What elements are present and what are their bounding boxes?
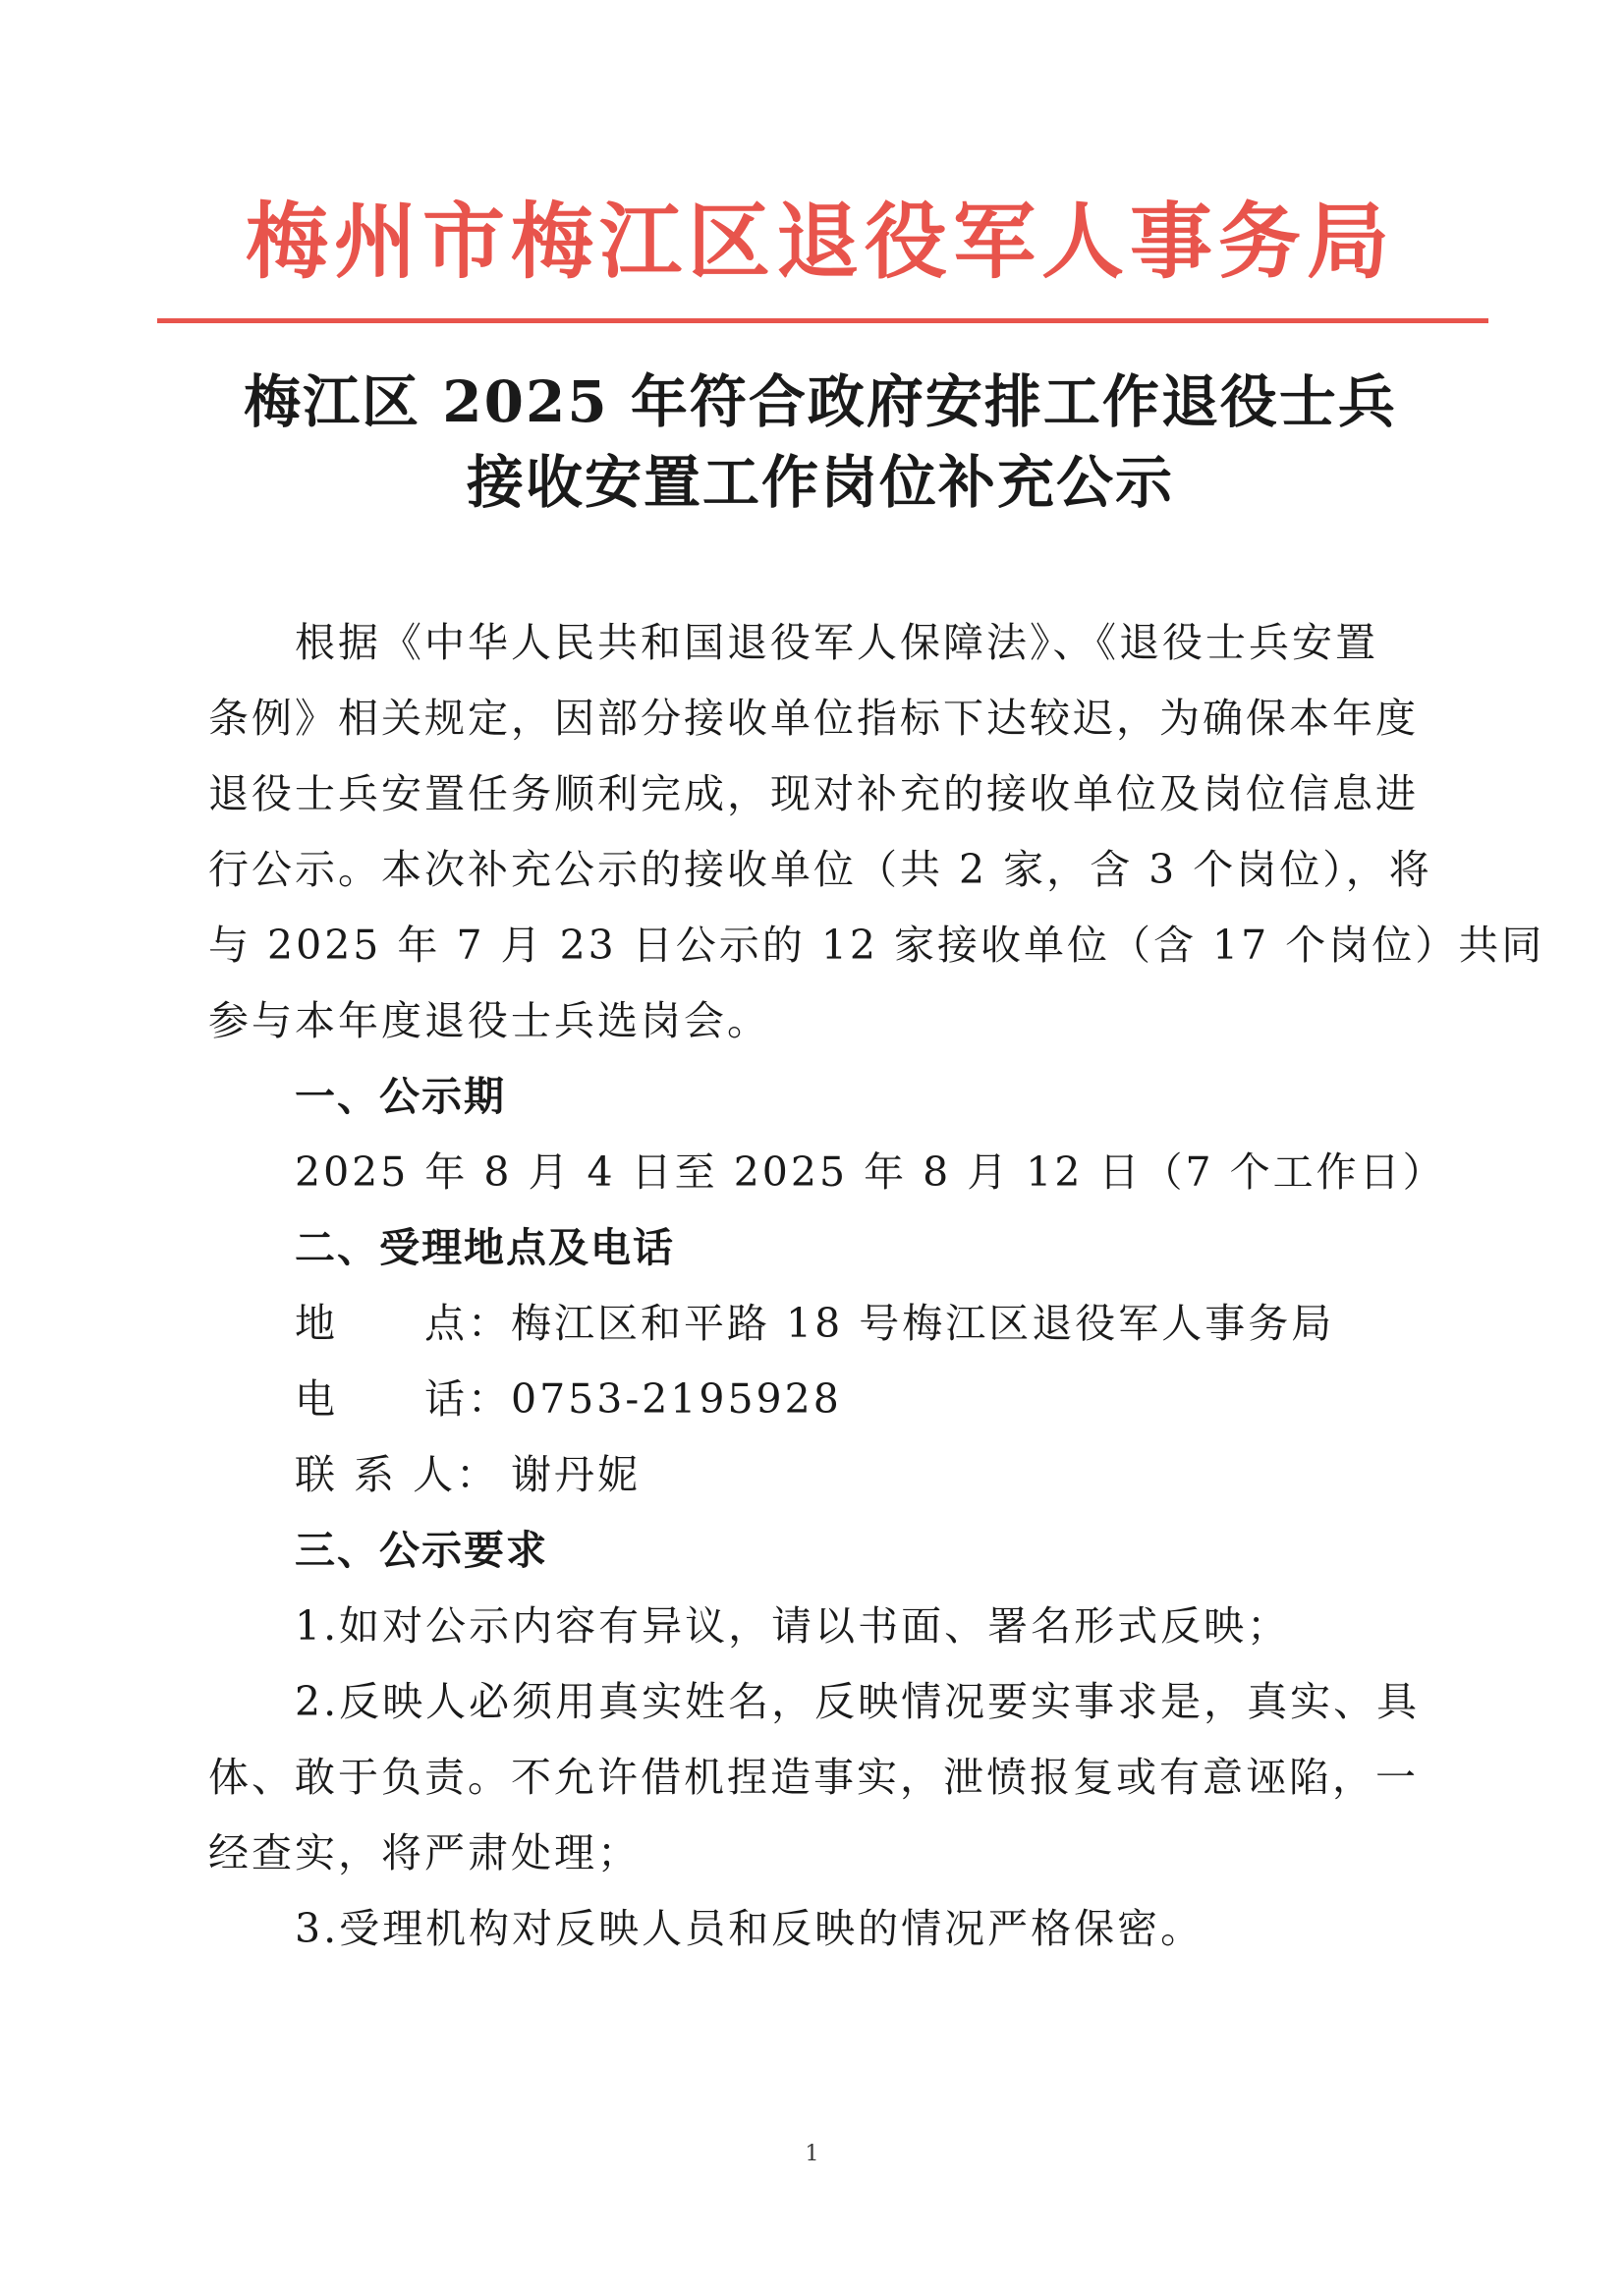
- publicity-period-text: 2025 年 8 月 4 日至 2025 年 8 月 12 日（7 个工作日）: [295, 1148, 1446, 1196]
- page-number: 1: [805, 2142, 819, 2166]
- intro-line: 与 2025 年 7 月 23 日公示的 12 家接收单位（含 17 个岗位）共同: [208, 922, 1545, 969]
- contact-row: [295, 1447, 641, 1502]
- intro-line: 退役士兵安置任务顺利完成，现对补充的接收单位及岗位信息进: [208, 770, 1419, 817]
- requirement-line: 体、敢于负责。不允许借机捏造事实，泄愤报复或有意诬陷，一: [208, 1754, 1419, 1801]
- section-heading-requirements: 三、公示要求: [295, 1527, 548, 1574]
- document-title-line-1: 梅江区 2025 年符合政府安排工作退役士兵: [244, 368, 1397, 435]
- requirement-line: 经查实，将严肃处理；: [208, 1829, 641, 1876]
- address-row: [295, 1296, 1334, 1351]
- document-title-line-2: 接收安置工作岗位补充公示: [466, 449, 1174, 516]
- agency-header: 梅州市梅江区退役军人事务局: [245, 193, 1395, 290]
- intro-line: 行公示。本次补充公示的接收单位（共 2 家，含 3 个岗位），将: [208, 846, 1432, 893]
- phone-value: 0753-2195928: [511, 1375, 842, 1423]
- requirement-line: 3.受理机构对反映人员和反映的情况严格保密。: [295, 1905, 1204, 1952]
- section-heading-contact-info: 二、受理地点及电话: [295, 1224, 675, 1271]
- phone-row: [295, 1371, 842, 1427]
- intro-line: 参与本年度退役士兵选岗会。: [208, 997, 770, 1044]
- section-heading-publicity-period: 一、公示期: [295, 1073, 506, 1120]
- header-divider-rule: [157, 318, 1488, 323]
- requirement-line: 2.反映人必须用真实姓名，反映情况要实事求是，真实、具: [295, 1678, 1421, 1725]
- contact-label: 联 系 人：: [295, 1451, 500, 1498]
- intro-line: 条例》相关规定，因部分接收单位指标下达较迟，为确保本年度: [208, 695, 1419, 742]
- intro-line: 根据《中华人民共和国退役军人保障法》、《退役士兵安置: [295, 619, 1378, 666]
- requirement-line: 1.如对公示内容有异议，请以书面、署名形式反映；: [295, 1602, 1291, 1650]
- address-label: 地 点：: [295, 1300, 511, 1347]
- contact-value: 谢丹妮: [511, 1451, 641, 1498]
- address-value: 梅江区和平路 18 号梅江区退役军人事务局: [511, 1300, 1335, 1347]
- phone-label: 电 话：: [295, 1375, 511, 1423]
